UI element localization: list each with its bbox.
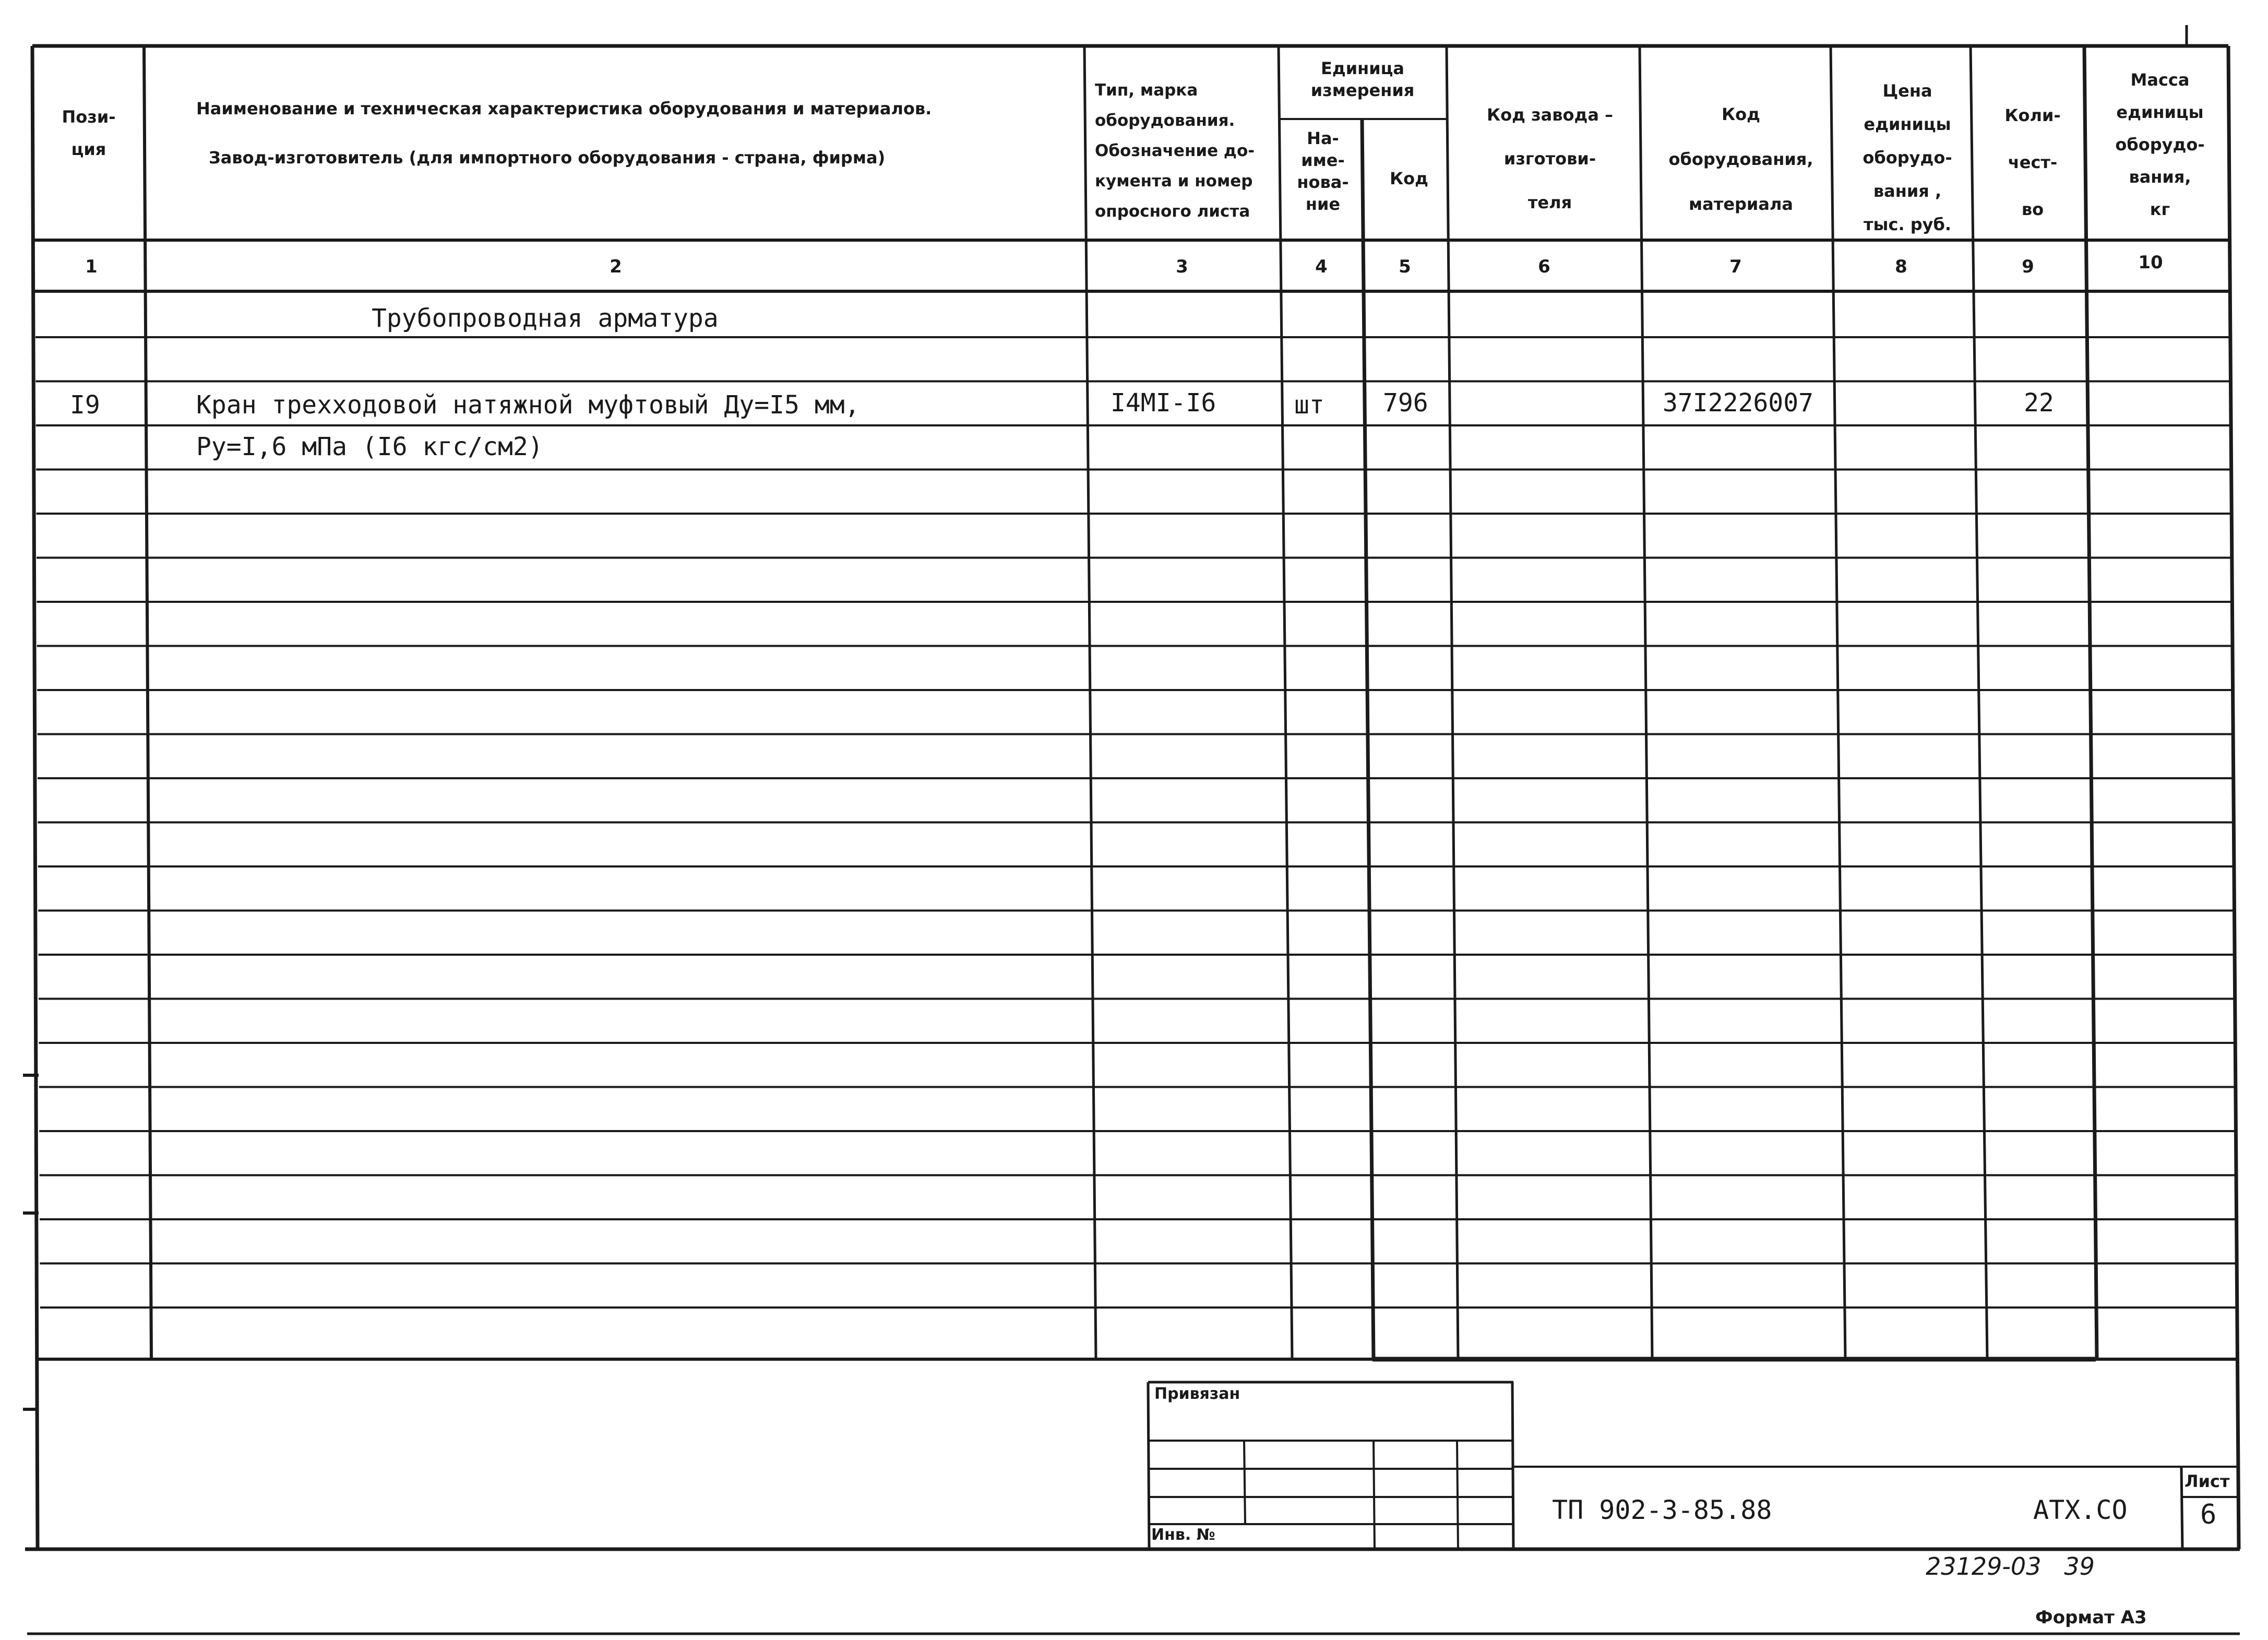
attached-label: Привязан — [1154, 1385, 1240, 1403]
col-number: 7 — [1729, 256, 1742, 277]
col-number: 5 — [1399, 256, 1411, 277]
project-code: ТП 902-3-85.88 — [1552, 1495, 1772, 1525]
section-title: Трубопроводная арматура — [372, 304, 719, 333]
col-number: 10 — [2138, 252, 2163, 273]
header-mass: Масса единицы оборудо- вания, кг — [2115, 70, 2205, 219]
sheet-number: 6 — [2200, 1499, 2217, 1530]
header-quantity: Коли- чест- во — [2004, 105, 2061, 219]
row-type: I4MI-I6 — [1111, 388, 1216, 418]
handwritten-number: 23129-03 39 — [1926, 1552, 2095, 1580]
col-number: 8 — [1895, 256, 1907, 277]
inventory-label: Инв. № — [1151, 1526, 1215, 1544]
row-position: I9 — [70, 390, 100, 420]
col-number: 9 — [2022, 256, 2034, 277]
row-unit-name: шт — [1294, 390, 1324, 420]
header-equipment-code: Код оборудования, материала — [1668, 104, 1813, 214]
header-unit-group: Единица измерения — [1310, 58, 1415, 100]
sheet-label: Лист — [2185, 1471, 2230, 1491]
header-unit-code: Код — [1390, 169, 1428, 188]
header-name-line2: Завод-изготовитель (для импортного оборудования - страна, фирма) — [209, 148, 886, 168]
header-unit-name: На- име- нова- ние — [1297, 128, 1349, 214]
row-name-line2: Ру=I,6 мПа (I6 кгс/см2) — [196, 432, 543, 461]
row-name-line1: Кран трехходовой натяжной муфтовый Ду=I5 мм, — [196, 390, 860, 420]
format-label: Формат А3 — [2035, 1607, 2147, 1628]
header-factory-code: Код завода – изготови- теля — [1486, 105, 1614, 212]
row-unit-code: 796 — [1383, 388, 1428, 418]
header-price: Цена единицы оборудо- вания , тыс. руб. — [1863, 81, 1952, 234]
col-number: 4 — [1315, 256, 1328, 277]
document-code: АТХ.СО — [2033, 1495, 2128, 1525]
row-equipment-code: 37I2226007 — [1663, 388, 1813, 418]
header-name-line1: Наименование и техническая характеристика оборудования и материалов. — [196, 99, 932, 118]
row-quantity: 22 — [2024, 388, 2054, 418]
col-number: 3 — [1176, 256, 1188, 277]
header-position: Пози- ция — [62, 107, 116, 159]
col-number: 2 — [610, 256, 622, 277]
col-number: 6 — [1538, 256, 1550, 277]
header-type: Тип, марка оборудования. Обозначение до- кумента и номер опросного листа — [1095, 81, 1255, 221]
col-number: 1 — [85, 256, 98, 277]
